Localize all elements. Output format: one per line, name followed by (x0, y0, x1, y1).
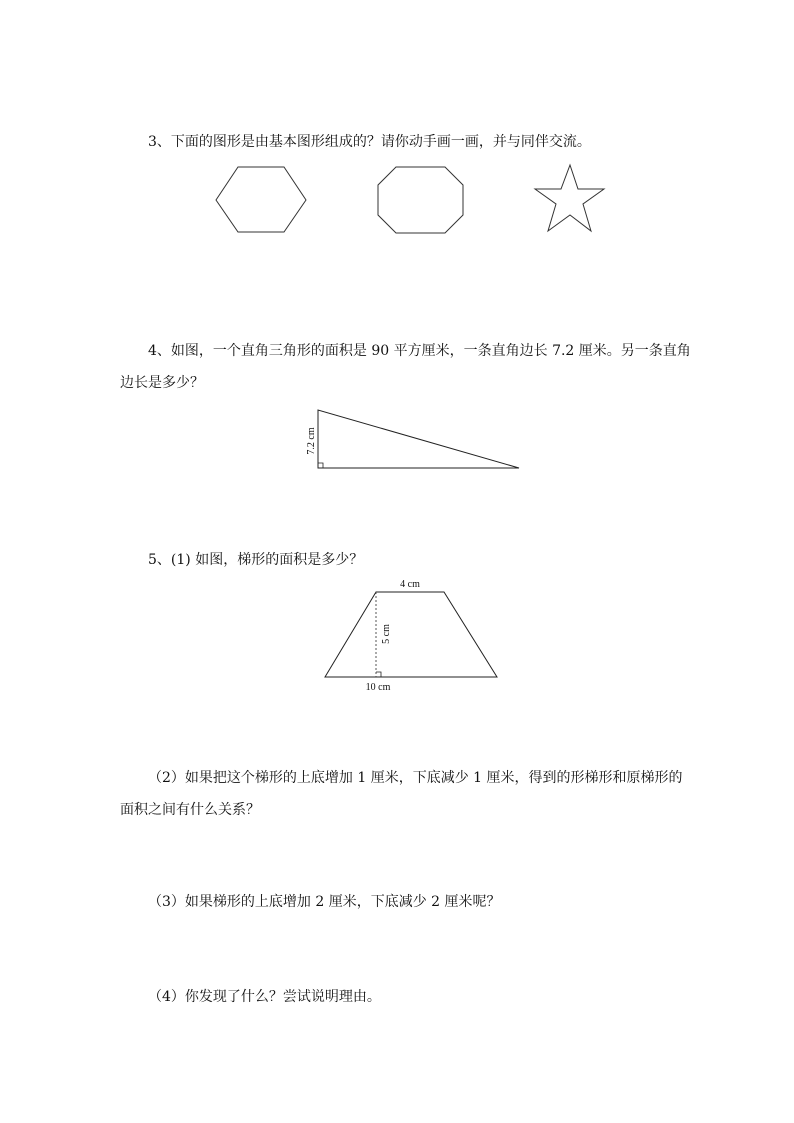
q5-part3: （3）如果梯形的上底增加 2 厘米，下底减少 2 厘米呢？ (148, 894, 501, 910)
q5-part1: 5、(1) 如图，梯形的面积是多少？ (148, 552, 364, 568)
q4-line2: 边长是多少？ (120, 375, 204, 391)
q5-part2-line1: （2）如果把这个梯形的上底增加 1 厘米，下底减少 1 厘米，得到的形梯形和原梯形的 (148, 770, 683, 786)
star-icon (535, 165, 604, 231)
triangle-side-label: 7.2 cm (306, 427, 317, 455)
q5-part2-line2: 面积之间有什么关系？ (120, 802, 260, 818)
trapezoid-bottom-label: 10 cm (365, 682, 391, 693)
q3-text: 3、下面的图形是由基本图形组成的？请你动手画一画，并与同伴交流。 (148, 134, 591, 150)
trapezoid (325, 592, 497, 677)
trapezoid-top-label: 4 cm (400, 579, 420, 590)
q5-part4: （4）你发现了什么？尝试说明理由。 (148, 989, 381, 1005)
hexagon-icon (216, 167, 306, 232)
q4-line1: 4、如图，一个直角三角形的面积是 90 平方厘米，一条直角边长 7.2 厘米。另一条直角 (148, 343, 691, 359)
right-angle-mark (318, 463, 323, 468)
trapezoid-height-label: 5 cm (381, 624, 392, 644)
octagon-icon (378, 167, 463, 233)
trapezoid-right-angle-mark (376, 672, 381, 677)
right-triangle (318, 410, 519, 468)
